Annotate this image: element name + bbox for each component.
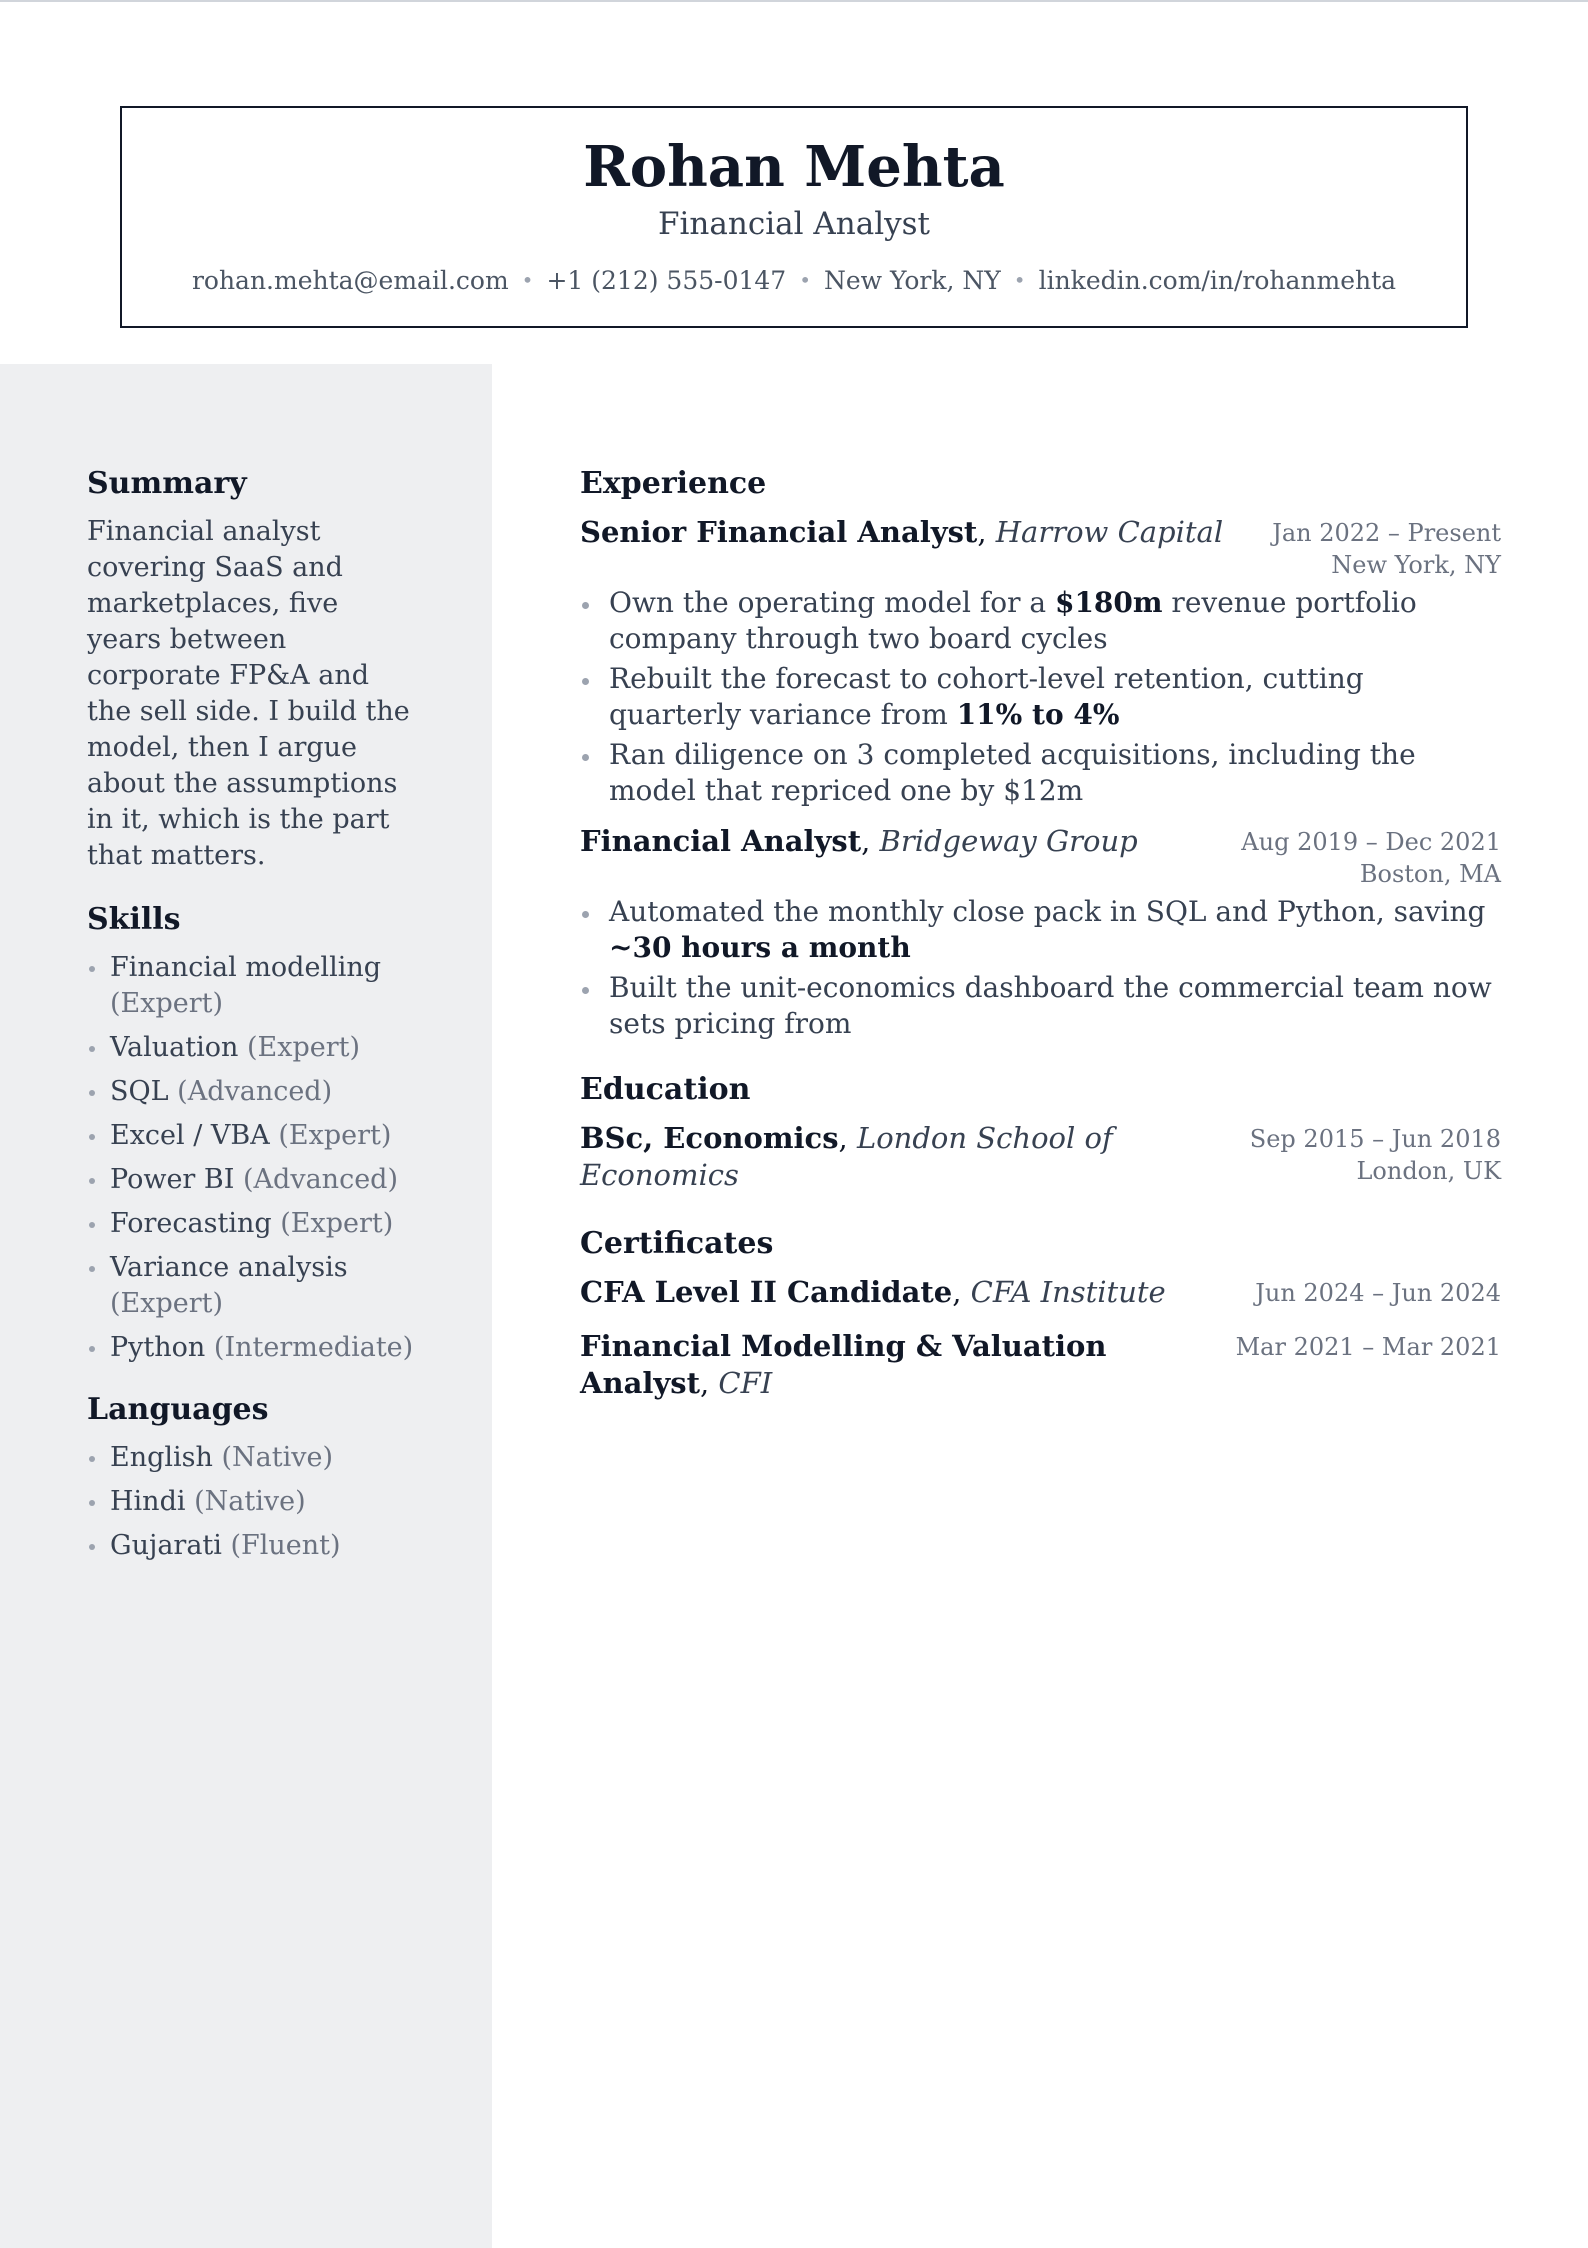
skill-level: (Expert) (280, 1208, 394, 1239)
achievement-text: Automated the monthly close pack in SQL and Python, saving (609, 895, 1486, 928)
skill-item (87, 1074, 417, 1110)
candidate-name: Rohan Mehta (583, 134, 1005, 200)
entry-header (580, 1274, 1501, 1311)
contact-line (122, 266, 1466, 296)
achievement-text: Ran diligence on 3 completed acquisitions, including the model that repriced one by $12m (609, 738, 1416, 807)
certificate-issuer: CFA Institute (970, 1275, 1166, 1309)
skill-name: Forecasting (110, 1208, 272, 1239)
summary-text: Financial analyst covering SaaS and marketplaces, five years between corporate FP&A and the sell side. I build the model, then I argue about the assumptions in it, which is the part that matters. (87, 516, 410, 871)
education-dates: Sep 2015 – Jun 2018 (1249, 1125, 1501, 1153)
job-company: Bridgeway Group (879, 824, 1138, 858)
entry-title: BSc, Economics, London School of Economics (580, 1121, 1113, 1192)
language-level: (Native) (194, 1486, 306, 1517)
achievement-highlight: 11% to 4% (956, 698, 1120, 731)
certificate-entry (580, 1328, 1501, 1402)
skill-name: Financial modelling (110, 952, 382, 983)
certificate-issuer: CFI (718, 1366, 773, 1400)
skill-level: (Advanced) (243, 1164, 398, 1195)
achievement-item (580, 970, 1501, 1042)
achievement-text: revenue portfolio company through two board cycles (609, 586, 1417, 655)
skill-name: Power BI (110, 1164, 235, 1195)
language-level: (Native) (221, 1442, 334, 1473)
candidate-role: Financial Analyst (658, 206, 930, 242)
language-item (87, 1440, 417, 1476)
language-item (87, 1528, 417, 1564)
separator-dot: • (799, 268, 812, 292)
skill-item (87, 950, 417, 1022)
skill-item (87, 1250, 417, 1322)
language-item (87, 1484, 417, 1520)
certificate-name: CFA Level II Candidate (580, 1275, 953, 1309)
skill-level: (Expert) (278, 1120, 392, 1151)
education-heading: Education (580, 1072, 751, 1107)
skill-item (87, 1030, 417, 1066)
sidebar (0, 364, 492, 2248)
skills-list (87, 950, 417, 1366)
entry-header (580, 823, 1501, 888)
skill-level: (Expert) (246, 1032, 360, 1063)
experience-entry (580, 514, 1501, 809)
entry-title: Financial Modelling & Valuation Analyst, CFI (580, 1329, 1107, 1400)
achievement-text: Own the operating model for a (609, 586, 1055, 619)
skill-item (87, 1162, 417, 1198)
summary-heading: Summary (87, 466, 247, 501)
job-location: Boston, MA (1359, 860, 1501, 888)
skill-item (87, 1330, 417, 1366)
job-company: Harrow Capital (995, 515, 1224, 549)
skill-level: (Expert) (110, 988, 224, 1019)
job-position: Financial Analyst (580, 824, 862, 858)
skill-name: Python (110, 1332, 206, 1363)
experience-heading: Experience (580, 466, 767, 501)
achievement-highlight: ~30 hours a month (609, 931, 911, 964)
job-dates: Jan 2022 – Present (1272, 519, 1501, 547)
achievement-text: Rebuilt the forecast to cohort-level retention, cutting quarterly variance from (609, 662, 1364, 731)
certificate-dates: Mar 2021 – Mar 2021 (1235, 1333, 1501, 1361)
entry-title: Senior Financial Analyst, Harrow Capital (580, 515, 1224, 549)
certificate-name: Financial Modelling & Valuation Analyst (580, 1329, 1107, 1400)
main-content (580, 466, 1501, 1402)
skill-item (87, 1206, 417, 1242)
skill-name: Valuation (110, 1032, 239, 1063)
certificate-dates: Jun 2024 – Jun 2024 (1255, 1279, 1501, 1307)
language-level: (Fluent) (230, 1530, 341, 1561)
skill-item (87, 1118, 417, 1154)
education-location: London, UK (1356, 1157, 1501, 1185)
entry-title: CFA Level II Candidate, CFA Institute (580, 1275, 1166, 1309)
languages-heading: Languages (87, 1392, 269, 1427)
language-name: Gujarati (110, 1530, 222, 1561)
skill-name: SQL (110, 1076, 169, 1107)
contact-phone[interactable]: +1 (212) 555-0147 (546, 266, 787, 295)
job-position: Senior Financial Analyst (580, 515, 978, 549)
entry-title: Financial Analyst, Bridgeway Group (580, 824, 1138, 858)
skills-heading: Skills (87, 902, 181, 937)
certificates-heading: Certificates (580, 1226, 774, 1261)
entry-meta (1241, 826, 1501, 890)
languages-list (87, 1440, 417, 1564)
achievement-text: Built the unit-economics dashboard the commercial team now sets pricing from (609, 971, 1492, 1040)
language-name: English (110, 1442, 213, 1473)
entry-meta (1250, 1123, 1501, 1187)
achievement-highlight: $180m (1054, 586, 1163, 619)
achievement-item (580, 894, 1501, 966)
achievement-item (580, 585, 1501, 657)
contact-email[interactable]: rohan.mehta@email.com (191, 266, 509, 295)
achievement-item (580, 737, 1501, 809)
separator-dot: • (1013, 268, 1026, 292)
skill-name: Excel / VBA (110, 1120, 270, 1151)
entry-meta (1255, 1277, 1501, 1309)
top-rule (0, 0, 1588, 2)
separator-dot: • (521, 268, 534, 292)
entry-header (580, 1328, 1501, 1402)
achievement-list (580, 585, 1501, 809)
education-entry (580, 1120, 1501, 1194)
contact-location: New York, NY (824, 266, 1001, 295)
sidebar-content (87, 466, 417, 1572)
school-name: London School of Economics (580, 1121, 1113, 1192)
resume-header (120, 106, 1468, 328)
language-name: Hindi (110, 1486, 186, 1517)
skill-level: (Advanced) (177, 1076, 333, 1107)
job-dates: Aug 2019 – Dec 2021 (1241, 828, 1501, 856)
entry-header (580, 1120, 1501, 1194)
achievement-list (580, 894, 1501, 1042)
entry-meta (1236, 1331, 1501, 1363)
achievement-item (580, 661, 1501, 733)
skill-level: (Expert) (110, 1288, 224, 1319)
contact-linkedin[interactable]: linkedin.com/in/rohanmehta (1038, 266, 1397, 295)
degree-name: BSc, Economics (580, 1121, 839, 1155)
entry-meta (1272, 517, 1501, 581)
experience-entry (580, 823, 1501, 1042)
job-location: New York, NY (1331, 551, 1501, 579)
certificate-entry (580, 1274, 1501, 1311)
entry-header (580, 514, 1501, 579)
skill-name: Variance analysis (110, 1252, 348, 1283)
skill-level: (Intermediate) (213, 1332, 414, 1363)
